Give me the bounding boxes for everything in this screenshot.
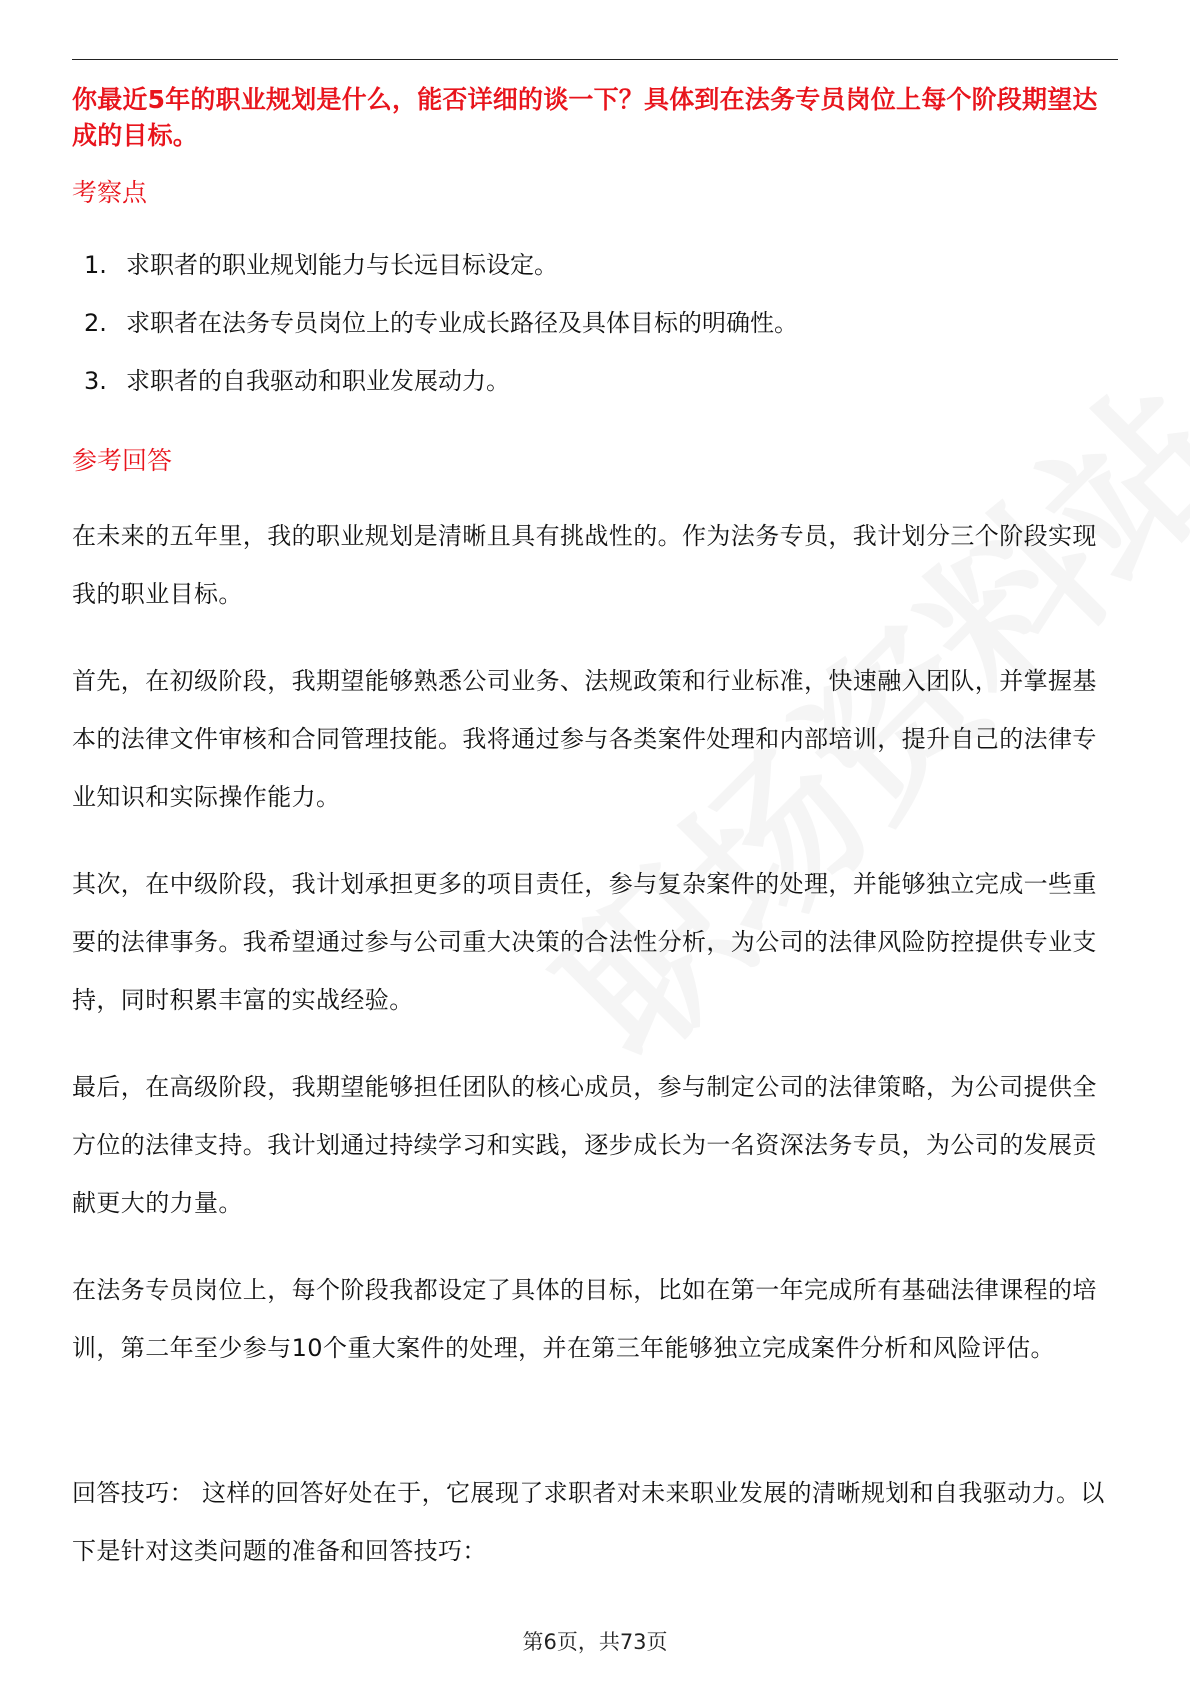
top-divider bbox=[72, 59, 1118, 60]
answer-tips-paragraph: 回答技巧： 这样的回答好处在于，它展现了求职者对未来职业发展的清晰规划和自我驱动力。以下是针对这类问题的准备和回答技巧： bbox=[72, 1479, 1105, 1565]
answer-paragraph: 首先，在初级阶段，我期望能够熟悉公司业务、法规政策和行业标准，快速融入团队，并掌握基本的法律文件审核和合同管理技能。我将通过参与各类案件处理和内部培训，提升自己的法律专业知识和实际操作能力。 bbox=[72, 667, 1097, 811]
list-item-number: 3. bbox=[84, 367, 107, 395]
list-item-number: 1. bbox=[84, 251, 107, 279]
list-item-number: 2. bbox=[84, 309, 107, 337]
page-number: 第6页，共73页 bbox=[522, 1630, 668, 1654]
answer-paragraph: 其次，在中级阶段，我计划承担更多的项目责任，参与复杂案件的处理，并能够独立完成一些重要的法律事务。我希望通过参与公司重大决策的合法性分析，为公司的法律风险防控提供专业支持，同时积累丰富的实战经验。 bbox=[72, 870, 1097, 1014]
answer-paragraph: 在未来的五年里，我的职业规划是清晰且具有挑战性的。作为法务专员，我计划分三个阶段实现我的职业目标。 bbox=[72, 522, 1097, 608]
list-item-text: 求职者的职业规划能力与长远目标设定。 bbox=[126, 251, 558, 279]
section-heading-key-points: 考察点 bbox=[72, 178, 148, 207]
list-item-text: 求职者的自我驱动和职业发展动力。 bbox=[126, 367, 510, 395]
list-item-text: 求职者在法务专员岗位上的专业成长路径及具体目标的明确性。 bbox=[126, 309, 798, 337]
answer-paragraph: 在法务专员岗位上，每个阶段我都设定了具体的目标，比如在第一年完成所有基础法律课程的培训，第二年至少参与10个重大案件的处理，并在第三年能够独立完成案件分析和风险评估。 bbox=[72, 1276, 1097, 1362]
list-item bbox=[84, 306, 1114, 340]
list-item bbox=[84, 364, 1114, 398]
section-heading-reference-answer: 参考回答 bbox=[72, 446, 173, 475]
key-points-list bbox=[84, 248, 1114, 422]
list-item bbox=[84, 248, 1114, 282]
answer-paragraph: 最后，在高级阶段，我期望能够担任团队的核心成员，参与制定公司的法律策略，为公司提供全方位的法律支持。我计划通过持续学习和实践，逐步成长为一名资深法务专员，为公司的发展贡献更大的力量。 bbox=[72, 1073, 1097, 1217]
question-title: 你最近5年的职业规划是什么，能否详细的谈一下？具体到在法务专员岗位上每个阶段期望达成的目标。 bbox=[72, 85, 1098, 150]
